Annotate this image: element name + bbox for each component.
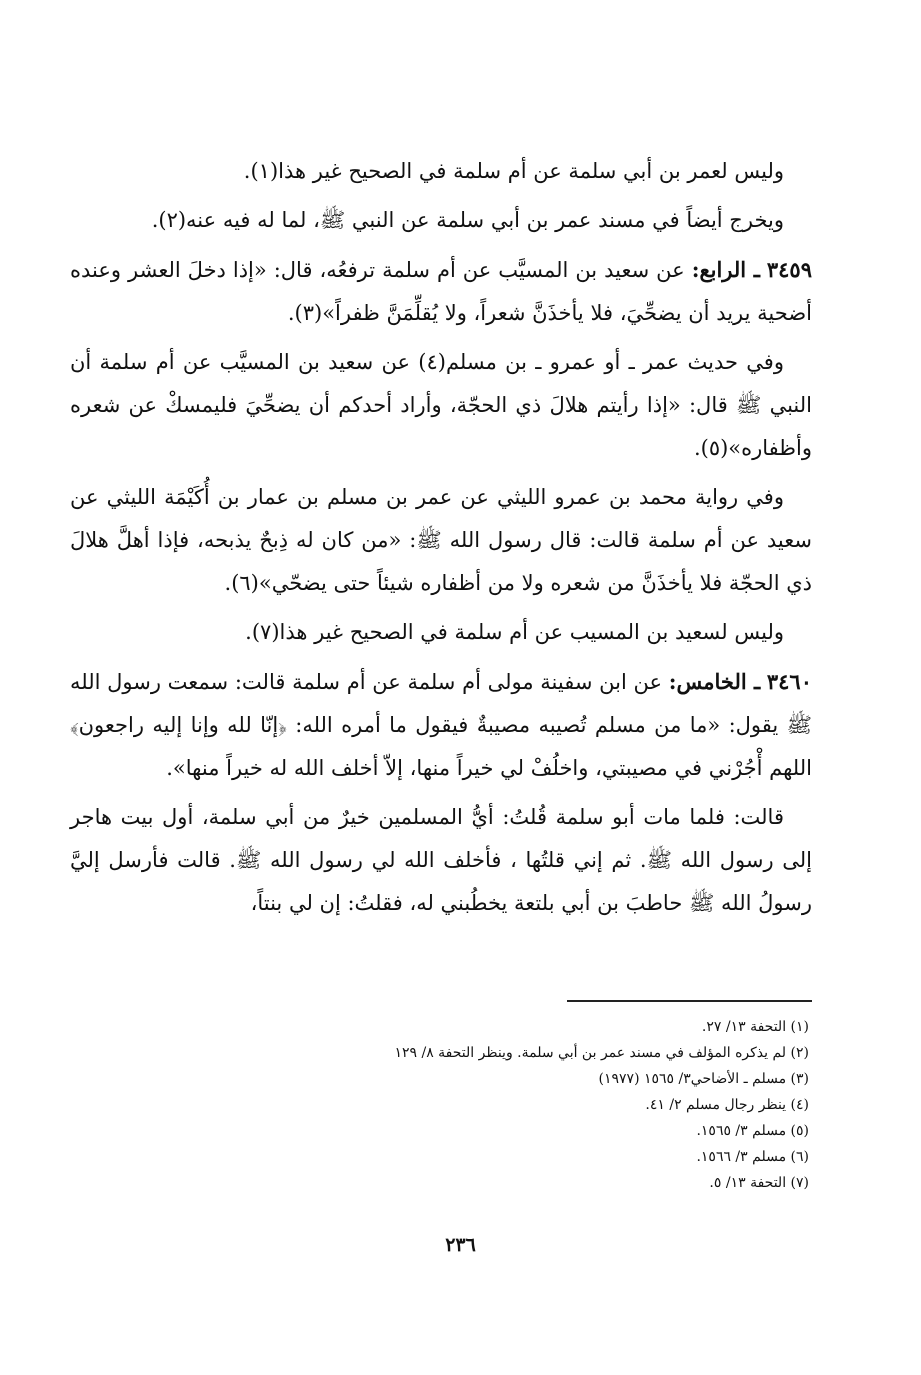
footnote-1: (١) التحفة ١٣/ ٢٧.	[701, 1019, 809, 1035]
paragraph-text: قالت: فلما مات أبو سلمة قُلتُ: أيُّ المسلمين خيرٌ من أبي سلمة، أول بيت هاجر إلى رسول الله ﷺ. ثم إني قلتُها ، فأخلف الله لي رسول الله ﷺ. قالت فأرسل إليَّ رسولُ الله ﷺ حاطبَ بن أبي بلتعة يخطُبني له، فقلتُ: إن لي بنتاً،	[70, 805, 812, 915]
hadith-3459	[70, 248, 812, 335]
footnote-6: (٦) مسلم ٣/ ١٥٦٦.	[696, 1149, 809, 1165]
footnote-5: (٥) مسلم ٣/ ١٥٦٥.	[696, 1123, 809, 1139]
paragraph-text: وليس لسعيد بن المسيب عن أم سلمة في الصحيح غير هذا(٧).	[245, 620, 784, 644]
paragraph-text: وفي حديث عمر ـ أو عمرو ـ بن مسلم(٤) عن سعيد بن المسيَّب عن أم سلمة أن النبي ﷺ قال: «إذا رأيتم هلالَ ذي الحجّة، وأراد أحدكم أن يضحِّيَ فليمسكْ عن شعره وأظفاره»(٥).	[70, 350, 812, 460]
page-number: ٢٣٦	[445, 1234, 476, 1256]
paragraph-8	[70, 796, 812, 925]
hadith-number: ٣٤٥٩	[766, 257, 812, 282]
hadith-number: ٣٤٦٠	[766, 669, 812, 694]
paragraph-text: وفي رواية محمد بن عمرو الليثي عن عمر بن مسلم بن عمار بن أُكَيْمَة الليثي عن سعيد عن أم سلمة قالت: قال رسول الله ﷺ: «من كان له ذِبحٌ يذبحه، فإذا أهلَّ هلالَ ذي الحجّة فلا يأخذَنَّ من شعره ولا من أظفاره شيئاً حتى يضحّي»(٦).	[70, 485, 812, 595]
hadith-heading: ـ الرابع:	[691, 257, 760, 282]
hadith-heading: ـ الخامس:	[668, 669, 761, 694]
paragraph-4	[70, 341, 812, 470]
paragraph-1	[70, 150, 812, 193]
hadith-3460	[70, 660, 812, 790]
paragraph-5	[70, 476, 812, 605]
main-text	[70, 150, 812, 931]
footnotes	[209, 1014, 809, 1196]
footnote-divider	[567, 1000, 812, 1002]
footnote-3: (٣) مسلم ـ الأضاحي٣/ ١٥٦٥ (١٩٧٧)	[598, 1071, 809, 1087]
paragraph-text: عن ابن سفينة مولى أم سلمة عن أم سلمة قالت: سمعت رسول الله ﷺ يقول: «ما من مسلم تُصيبه مصيبةٌ فيقول ما أمره الله: ﴿إنّا لله وإنا إليه راجعون﴾ اللهم أْجُرْني في مصيبتي، واخلُفْ لي خيراً منها، إلاّ أخلف الله له خيراً منها».	[70, 670, 812, 780]
paragraph-text: عن سعيد بن المسيَّب عن أم سلمة ترفعُه، قال: «إذا دخلَ العشر وعنده أضحية يريد أن يضحِّيَ، فلا يأخذَنَّ شعراً، ولا يُقلِّمَنَّ ظفراً»(٣).	[70, 258, 812, 325]
footnote-2: (٢) لم يذكره المؤلف في مسند عمر بن أبي سلمة. وينظر التحفة ٨/ ١٢٩	[394, 1045, 809, 1061]
paragraph-6	[70, 611, 812, 654]
footnote-7: (٧) التحفة ١٣/ ٥.	[709, 1175, 809, 1191]
paragraph-text: ويخرج أيضاً في مسند عمر بن أبي سلمة عن النبي ﷺ، لما له فيه عنه(٢).	[151, 208, 784, 232]
paragraph-2	[70, 199, 812, 242]
footnote-4: (٤) ينظر رجال مسلم ٢/ ٤١.	[645, 1097, 809, 1113]
paragraph-text: وليس لعمر بن أبي سلمة عن أم سلمة في الصحيح غير هذا(١).	[243, 159, 784, 183]
